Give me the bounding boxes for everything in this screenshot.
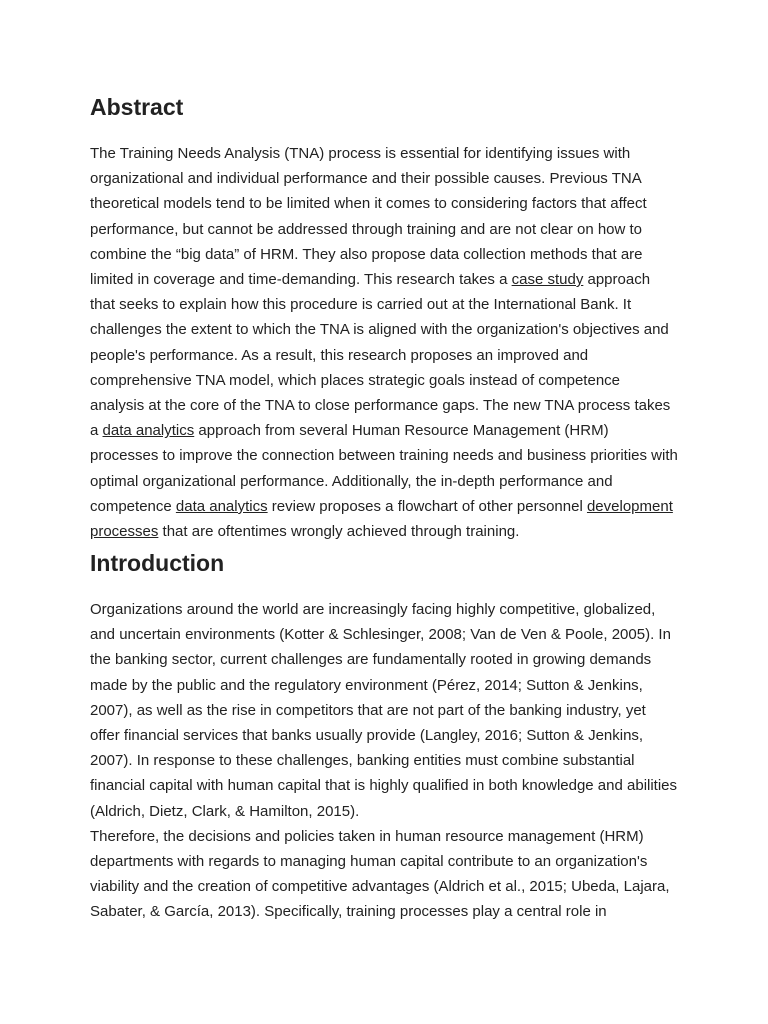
- abstract-text-2: approach that seeks to explain how this procedure is carried out at the International Bank. It challenges the extent to which the TNA is aligned with the organization's objectives and people's performance. As a result, this research proposes an improved and comprehensive TNA model, which places strategic goals instead of competence analysis at the core of the TNA to close performance gaps. The new TNA process takes a: [90, 271, 671, 440]
- abstract-text-4: review proposes a flowchart of other personnel: [267, 497, 587, 515]
- data-analytics-link-2[interactable]: data analytics: [175, 497, 268, 515]
- introduction-body: [90, 597, 678, 925]
- abstract-text-3: approach from several Human Resource Management (HRM) processes to improve the connection between training needs and business priorities with optimal organizational performance. Additionally, the in-depth performance and competence: [90, 422, 678, 515]
- case-study-link[interactable]: case study: [511, 271, 584, 289]
- data-analytics-link[interactable]: data analytics: [102, 422, 195, 440]
- introduction-paragraph-2: Therefore, the decisions and policies taken in human resource management (HRM) departments with regards to managing human capital contribute to an organization's viability and the creation of competitive advantages (Aldrich et al., 2015; Ubeda, Lajara, Sabater, & García, 2013). Specifically, training processes play a central role in: [90, 827, 670, 921]
- abstract-text-5: that are oftentimes wrongly achieved through training.: [158, 523, 520, 541]
- abstract-paragraph: [90, 141, 678, 544]
- introduction-heading: Introduction: [90, 550, 225, 576]
- introduction-paragraph-1: Organizations around the world are increasingly facing highly competitive, globalized, and uncertain environments (Kotter & Schlesinger, 2008; Van de Ven & Poole, 2005). In the banking sector, current challenges are fundamentally rooted in growing demands made by the public and the regulatory environment (Pérez, 2014; Sutton & Jenkins, 2007), as well as the rise in competitors that are not part of the banking industry, yet offer financial services that banks usually provide (Langley, 2016; Sutton & Jenkins, 2007). In response to these challenges, banking entities must combine substantial financial capital with human capital that is highly qualified in both knowledge and abilities (Aldrich, Dietz, Clark, & Hamilton, 2015).: [90, 601, 678, 820]
- development-processes-link[interactable]: development processes: [90, 497, 673, 541]
- abstract-text-1: The Training Needs Analysis (TNA) process is essential for identifying issues with organizational and individual performance and their possible causes. Previous TNA theoretical models tend to be limited when it comes to considering factors that affect performance, but cannot be addressed through training and are not clear on how to combine the “big data” of HRM. They also propose data collection methods that are limited in coverage and time-demanding. This research takes a: [90, 145, 647, 289]
- abstract-heading: Abstract: [90, 94, 184, 120]
